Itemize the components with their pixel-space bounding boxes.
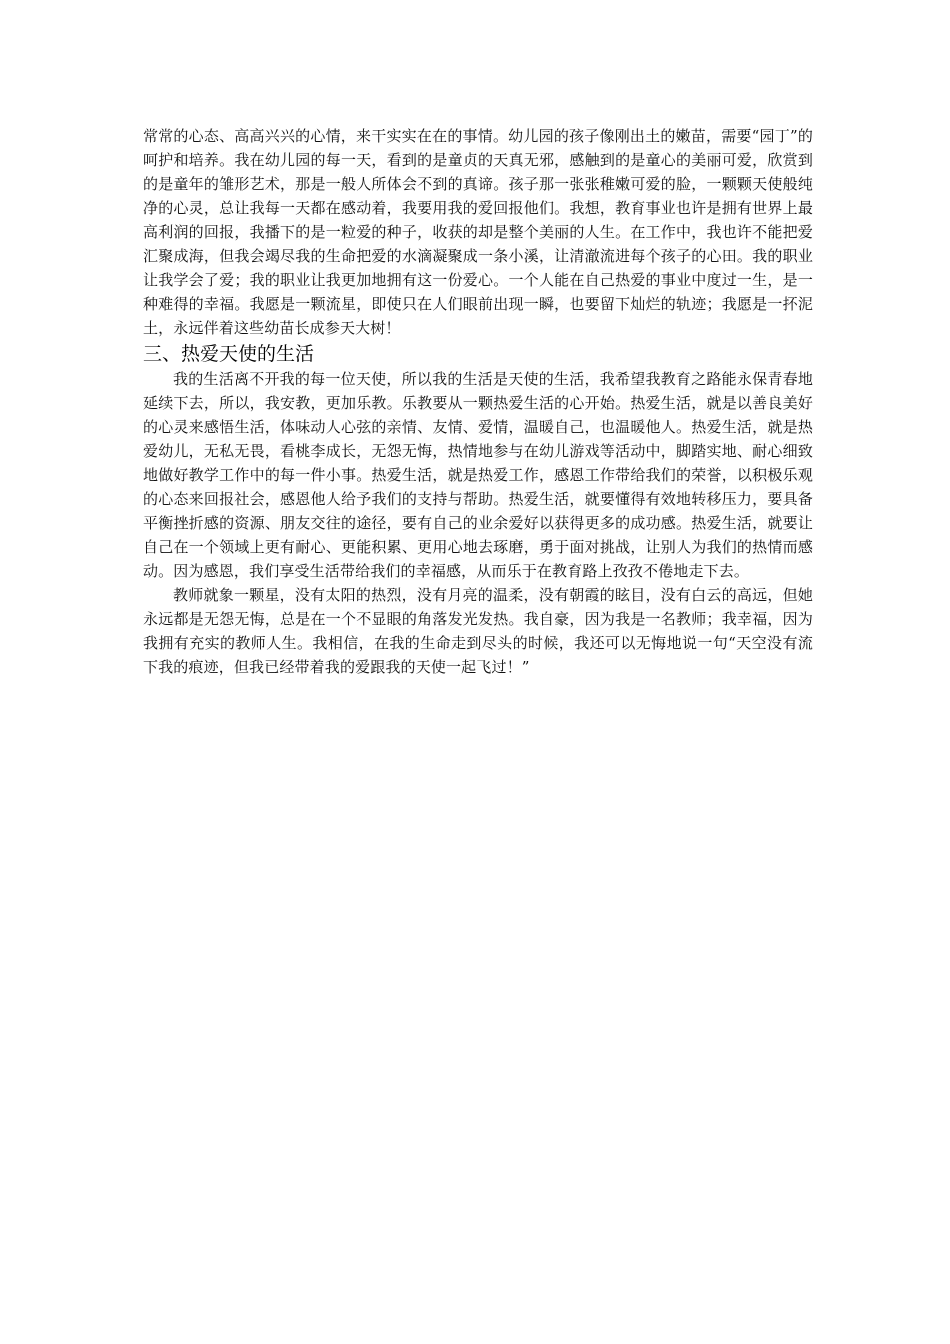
body-paragraph-1: 常常的心态、高高兴兴的心情，来干实实在在的事情。幼儿园的孩子像刚出土的嫩苗，需要“园丁”的呵护和培养。我在幼儿园的每一天，看到的是童贞的天真无邪，感触到的是童心的美丽可爱，欣赏到的是童年的雏形艺术，那是一般人所体会不到的真谛。孩子那一张张稚嫩可爱的脸，一颗颗天使般纯净的心灵，总让我每一天都在感动着，我要用我的爱回报他们。我想，教育事业也许是拥有世界上最高利润的回报，我播下的是一粒爱的种子，收获的却是整个美丽的人生。在工作中，我也许不能把爱汇聚成海，但我会竭尽我的生命把爱的水滴凝聚成一条小溪，让清澈流进每个孩子的心田。我的职业让我学会了爱；我的职业让我更加地拥有这一份爱心。一个人能在自己热爱的事业中度过一生，是一种难得的幸福。我愿是一颗流星，即使只在人们眼前出现一瞬，也要留下灿烂的轨迹；我愿是一抔泥土，永远伴着这些幼苗长成参天大树！ <box>143 127 813 337</box>
body-paragraph-3: 教师就象一颗星，没有太阳的热烈，没有月亮的温柔，没有朝霞的眩目，没有白云的高远，但她永远都是无怨无悔，总是在一个不显眼的角落发光发热。我自豪，因为我是一名教师；我幸福，因为我拥有充实的教师人生。我相信，在我的生命走到尽头的时候，我还可以无悔地说一句“天空没有流下我的痕迹，但我已经带着我的爱跟我的天使一起飞过！” <box>143 586 813 676</box>
document-page <box>143 124 813 679</box>
section-heading: 三、热爱天使的生活 <box>143 343 315 365</box>
body-paragraph-2: 我的生活离不开我的每一位天使，所以我的生活是天使的生活，我希望我教育之路能永保青春地延续下去，所以，我安教，更加乐教。乐教要从一颗热爱生活的心开始。热爱生活，就是以善良美好的心灵来感悟生活，体味动人心弦的亲情、友情、爱情，温暖自己，也温暖他人。热爱生活，就是热爱幼儿，无私无畏，看桃李成长，无怨无悔，热情地参与在幼儿游戏等活动中，脚踏实地、耐心细致地做好教学工作中的每一件小事。热爱生活，就是热爱工作，感恩工作带给我们的荣誉，以积极乐观的心态来回报社会，感恩他人给予我们的支持与帮助。热爱生活，就要懂得有效地转移压力，要具备平衡挫折感的资源、朋友交往的途径，要有自己的业余爱好以获得更多的成功感。热爱生活，就要让自己在一个领域上更有耐心、更能积累、更用心地去琢磨，勇于面对挑战，让别人为我们的热情而感动。因为感恩，我们享受生活带给我们的幸福感，从而乐于在教育路上孜孜不倦地走下去。 <box>143 370 813 580</box>
